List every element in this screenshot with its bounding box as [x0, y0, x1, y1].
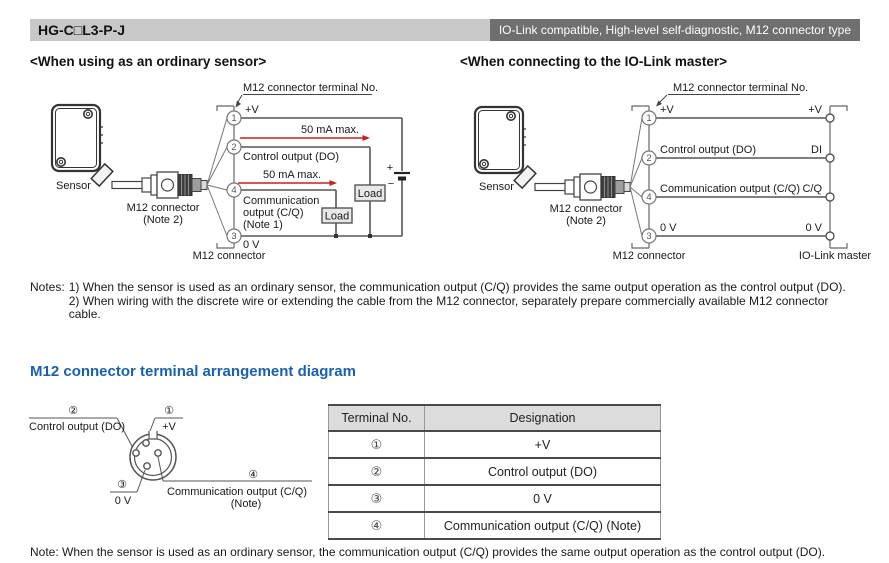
terminal-pointer: [656, 82, 808, 107]
pin3-number: ③: [117, 479, 127, 491]
terminal-no-label: M12 connector terminal No.: [673, 82, 809, 94]
m12-connector-label: M12 connector: [126, 202, 200, 214]
master-label-cq: C/Q: [802, 183, 822, 195]
table-row: [329, 431, 661, 458]
load-box-cq: [322, 208, 352, 223]
title-bar: [30, 19, 860, 41]
cell-designation-4: Communication output (C/Q) (Note): [425, 512, 661, 539]
pin1-label: +V: [162, 421, 176, 433]
pin2-label: Control output (DO): [29, 421, 125, 433]
wire-label-plus-v: +V: [245, 104, 259, 116]
connector-face: [130, 431, 176, 480]
note-line-1: 1) When the sensor is used as an ordinary sensor, the communication output (C/Q) provides the same output operation as the control output (DO).: [68, 280, 846, 294]
wire-label-plus-v: +V: [660, 104, 674, 116]
section-title-ordinary: <When using as an ordinary sensor>: [30, 54, 267, 69]
load-label-do: Load: [357, 188, 383, 200]
terminal-4: 4: [646, 192, 652, 204]
terminal-table: [328, 404, 661, 540]
terminal-1: 1: [646, 113, 652, 125]
table-header-row: [329, 405, 661, 431]
pin4-number: ④: [248, 469, 258, 481]
pin4-note: (Note): [230, 498, 262, 510]
arrangement-note: Note: When the sensor is used as an ordinary sensor, the communication output (C/Q) provides the same output operation as the control output (DO).: [30, 545, 826, 559]
current-label-do: 50 mA max.: [300, 124, 360, 136]
fan-lines: [207, 118, 227, 236]
load-label-cq: Load: [324, 210, 350, 223]
note-line-2: 2) When wiring with the discrete wire or extending the cable from the M12 connector, separately prepare commercially available M12 connector cable.: [68, 293, 829, 321]
notes-label: Notes:: [30, 280, 65, 294]
wire-label-zero-v: 0 V: [243, 239, 260, 251]
cell-no-1: ①: [329, 431, 425, 458]
terminal-1: 1: [231, 113, 237, 125]
wire-label-zero-v: 0 V: [660, 222, 677, 234]
terminal-2: 2: [231, 142, 237, 154]
wire-label-cq-2: output (C/Q): [243, 207, 304, 219]
wire-label-cq-3: (Note 1): [243, 219, 283, 231]
wiring-diagram-iolink: [460, 80, 880, 270]
wire-label-cq: Communication output (C/Q): [660, 183, 800, 195]
col-terminal-no: Terminal No.: [329, 405, 425, 431]
sensor-label: Sensor: [479, 181, 514, 193]
pin2-number: ②: [68, 405, 78, 417]
terminal-4: 4: [231, 185, 237, 197]
header-tagline: IO-Link compatible, High-level self-diagnostic, M12 connector type: [490, 19, 860, 41]
connector-bus: [217, 106, 237, 248]
load-box-do: [355, 185, 385, 201]
fan-lines: [630, 118, 642, 236]
terminal-3: 3: [646, 231, 652, 243]
battery-minus: −: [387, 178, 395, 190]
battery-symbol: [387, 162, 410, 190]
iolink-master-label: IO-Link master: [798, 250, 872, 262]
notes-block: [30, 281, 860, 322]
section-title-iolink: <When connecting to the IO-Link master>: [460, 54, 728, 69]
m12-bottom-label: M12 connector: [612, 250, 686, 262]
current-label-cq: 50 mA max.: [262, 169, 322, 181]
m12-connector-note: (Note 2): [566, 215, 606, 227]
m12-bottom-label: M12 connector: [192, 250, 266, 262]
table-row: [329, 512, 661, 539]
battery-plus: +: [386, 162, 394, 174]
wire-label-cq-1: Communication: [243, 195, 320, 207]
wire-label-do: Control output (DO): [243, 151, 339, 163]
pin1-number: ①: [164, 405, 174, 417]
master-label-plus-v: +V: [808, 104, 822, 116]
current-arrow-cq: [238, 169, 337, 186]
notes-lines: [69, 281, 860, 322]
terminal-3: 3: [231, 231, 237, 243]
cell-designation-2: Control output (DO): [425, 458, 661, 485]
pin-leader-2: [29, 405, 134, 450]
wire-label-do: Control output (DO): [660, 144, 756, 156]
pin3-label: 0 V: [114, 495, 132, 507]
sensor-label: Sensor: [56, 180, 91, 192]
pin-arrangement-diagram: [25, 395, 335, 525]
cell-no-4: ④: [329, 512, 425, 539]
pin4-label: Communication output (C/Q): [167, 486, 307, 498]
arrangement-heading: M12 connector terminal arrangement diagram: [30, 363, 356, 380]
master-bus: [830, 106, 847, 248]
col-designation: Designation: [425, 405, 661, 431]
terminal-2: 2: [646, 153, 652, 165]
table-row: [329, 458, 661, 485]
model-title: HG-C□L3-P-J: [30, 19, 490, 41]
pin-leader-4: [158, 457, 312, 510]
master-label-zero-v: 0 V: [805, 222, 822, 234]
table-row: [329, 485, 661, 512]
cell-designation-1: +V: [425, 431, 661, 458]
m12-connector-label: M12 connector: [549, 203, 623, 215]
cell-no-2: ②: [329, 458, 425, 485]
wires: [656, 118, 826, 236]
wiring-diagram-ordinary: [30, 80, 450, 270]
master-label-di: DI: [811, 144, 822, 156]
cell-designation-3: 0 V: [425, 485, 661, 512]
terminal-no-label: M12 connector terminal No.: [243, 82, 379, 94]
cell-no-3: ③: [329, 485, 425, 512]
m12-connector-note: (Note 2): [143, 214, 183, 226]
current-arrow-do: [240, 124, 370, 141]
